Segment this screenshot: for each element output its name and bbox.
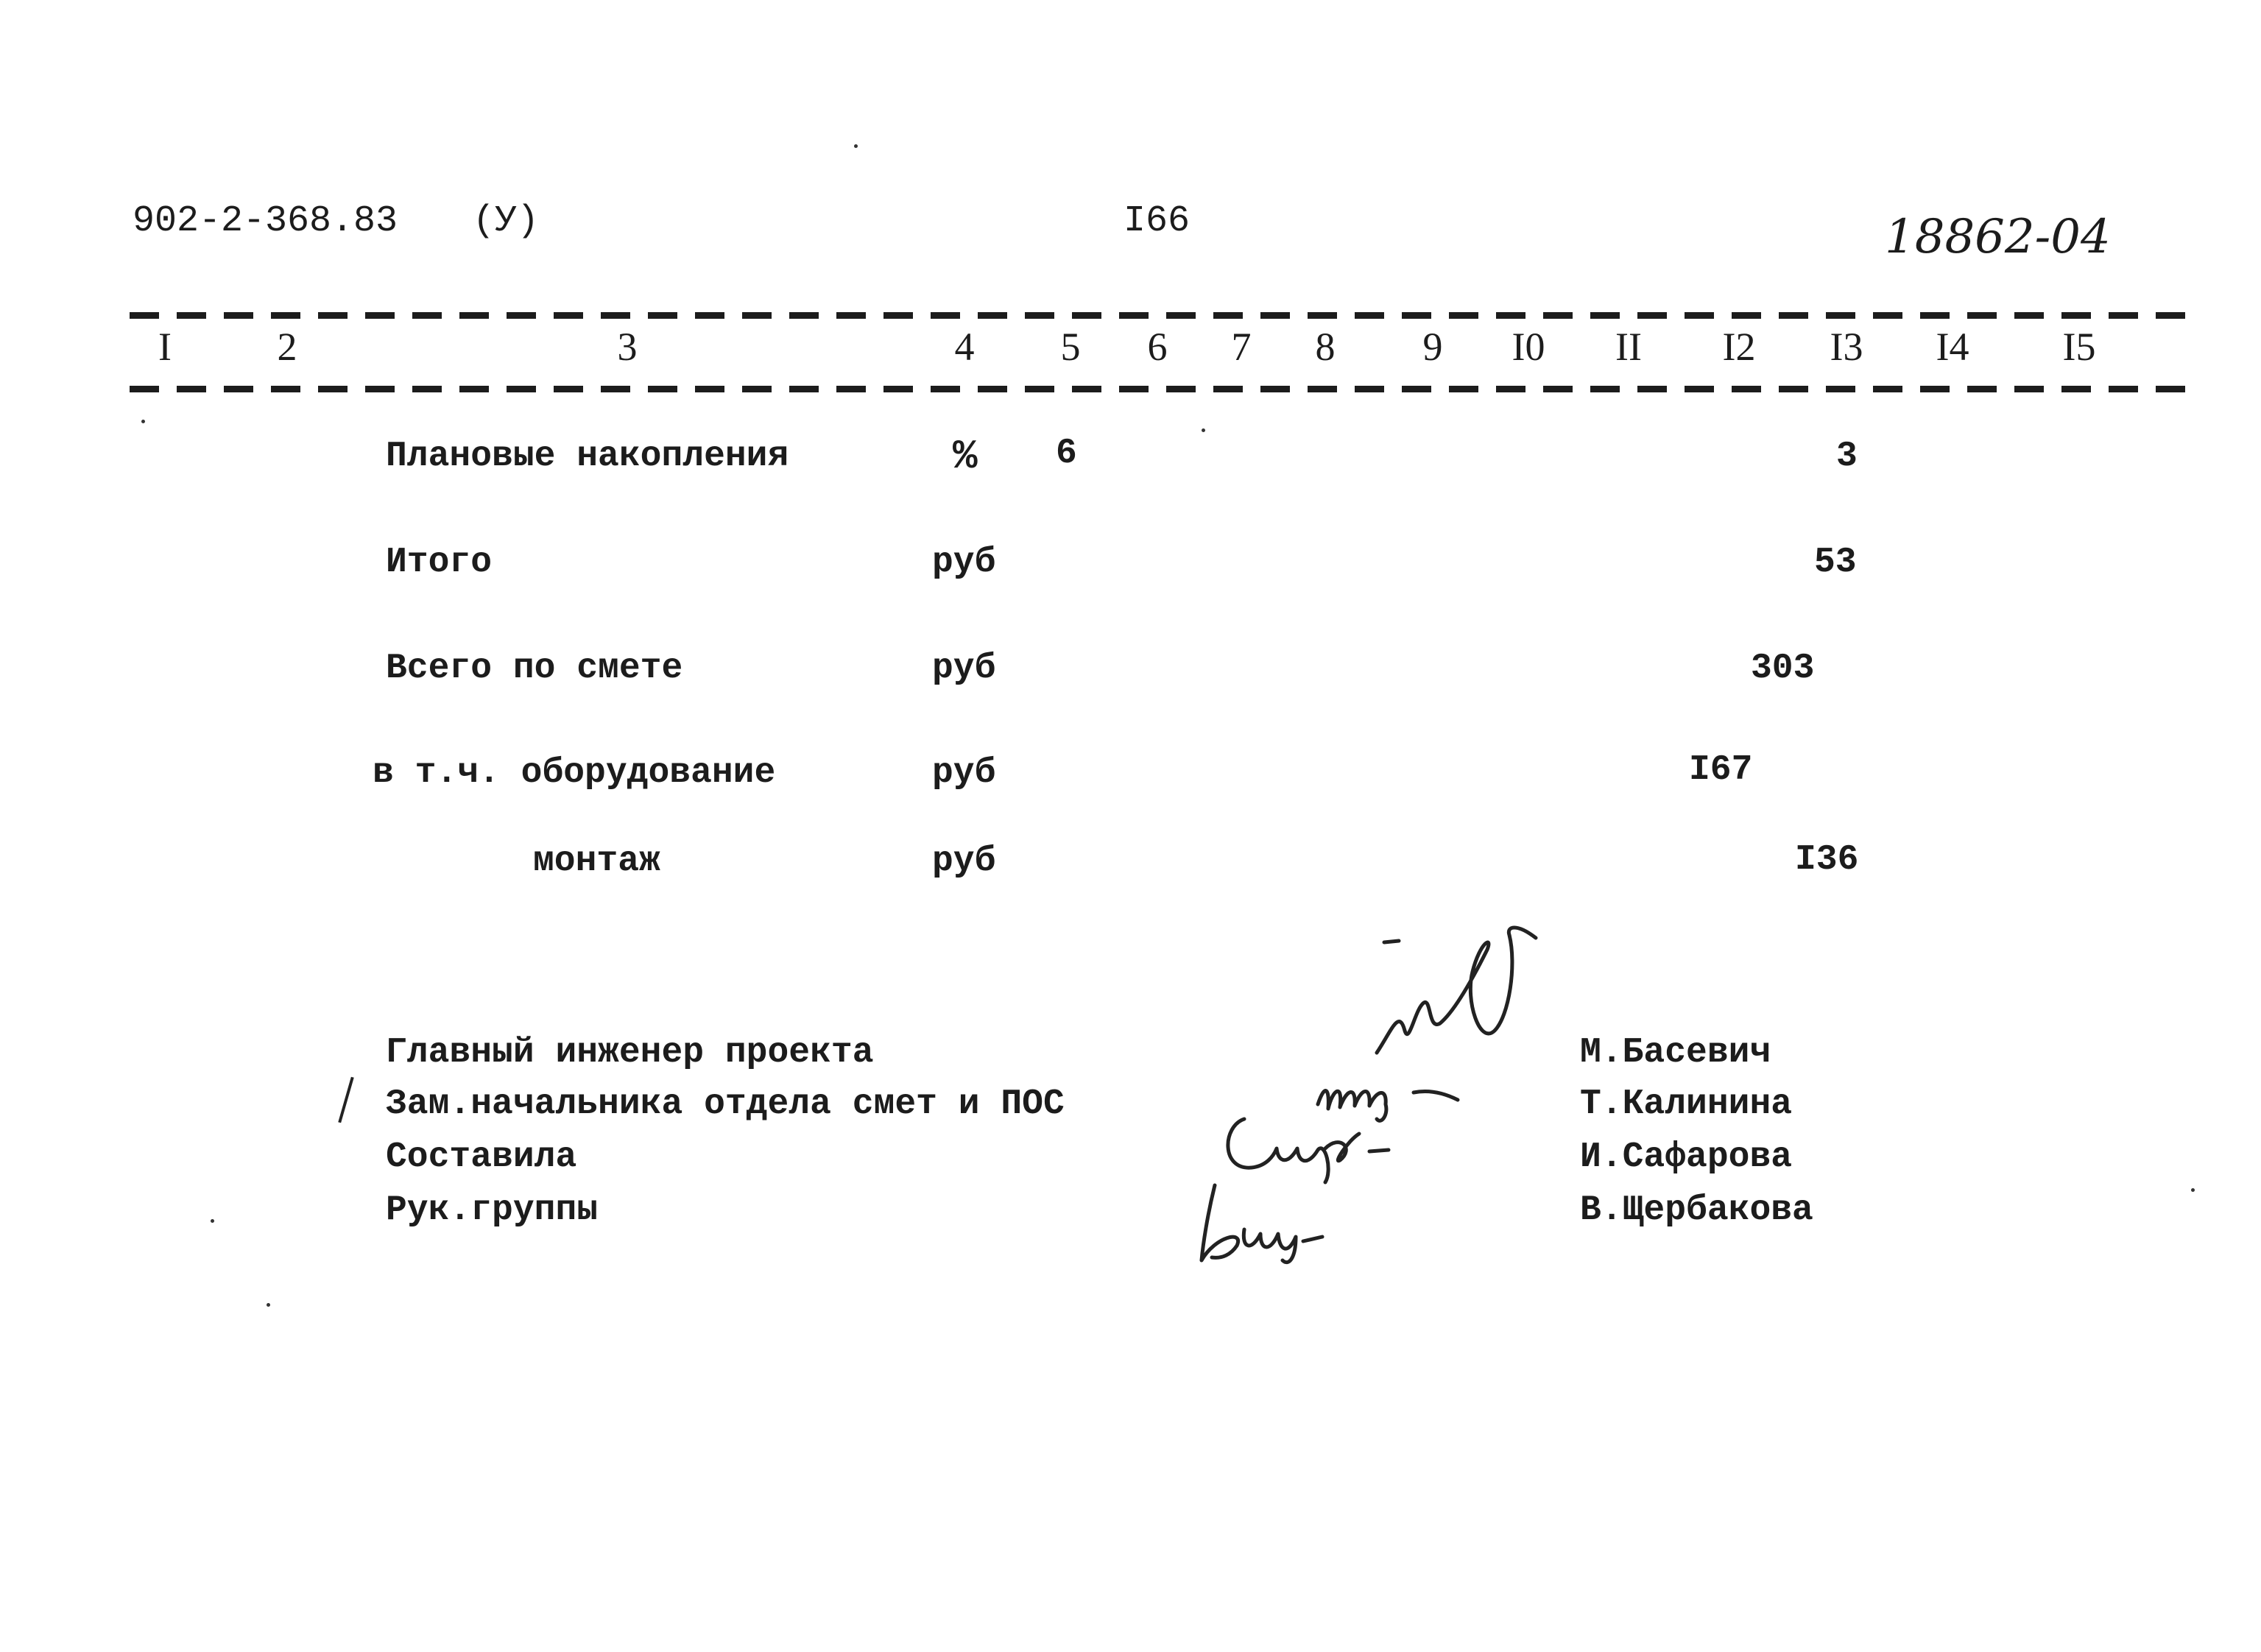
- margin-mark: [338, 1077, 353, 1123]
- document-code: 902-2-368.83: [133, 200, 398, 242]
- scan-speck: [854, 144, 858, 148]
- row-label: Итого: [386, 543, 493, 582]
- row-label: Всего по смете: [386, 649, 683, 688]
- page-number: I66: [1124, 200, 1191, 242]
- row-unit: руб: [932, 649, 996, 688]
- scan-speck: [211, 1219, 214, 1223]
- column-number: II: [1615, 325, 1642, 369]
- table-top-rule: [130, 312, 2188, 319]
- row-unit: руб: [932, 841, 996, 881]
- signature-safarova: [1215, 1097, 1406, 1185]
- signatory-position: Главный инженер проекта: [386, 1033, 874, 1073]
- column-number: 9: [1422, 325, 1443, 369]
- signatory-position: Зам.начальника отдела смет и ПОС: [386, 1084, 1065, 1124]
- scan-speck: [1202, 428, 1205, 432]
- column-number: 8: [1315, 325, 1336, 369]
- row-value: 303: [1751, 649, 1815, 688]
- scan-speck: [141, 420, 145, 423]
- column-number: 6: [1147, 325, 1168, 369]
- row-label: монтаж: [533, 841, 660, 881]
- signatory-name: Т.Калинина: [1580, 1084, 1793, 1124]
- row-label: в т.ч. оборудование: [373, 753, 776, 793]
- column-number: I3: [1830, 325, 1863, 369]
- signature-basevich: [1369, 920, 1546, 1067]
- column-number: I0: [1512, 325, 1545, 369]
- signatory-position: Составила: [386, 1137, 577, 1177]
- column-number: I5: [2062, 325, 2096, 369]
- row-unit: %: [953, 433, 978, 480]
- row-value: I36: [1795, 840, 1859, 880]
- row-unit: руб: [932, 753, 996, 793]
- scan-speck: [267, 1303, 270, 1307]
- column-number: 2: [277, 325, 297, 369]
- table-header-rule: [130, 386, 2188, 392]
- column-number: 5: [1060, 325, 1081, 369]
- signatory-name: И.Сафарова: [1580, 1137, 1793, 1177]
- signature-shcherbakova: [1193, 1178, 1340, 1266]
- column-number: 7: [1231, 325, 1252, 369]
- row-rate: 6: [1056, 434, 1077, 473]
- signatory-position: Рук.группы: [386, 1190, 599, 1230]
- row-value: I67: [1689, 750, 1753, 790]
- signatory-name: М.Басевич: [1580, 1033, 1771, 1073]
- row-unit: руб: [932, 543, 996, 582]
- column-number: 4: [954, 325, 975, 369]
- signatory-name: В.Щербакова: [1580, 1190, 1813, 1230]
- column-number: I: [158, 325, 172, 369]
- row-value: 3: [1836, 437, 1858, 476]
- column-number: I4: [1936, 325, 1969, 369]
- row-label: Плановые накопления: [386, 437, 789, 476]
- inventory-stamp: 18862-04: [1885, 210, 2111, 264]
- scan-speck: [2191, 1188, 2195, 1192]
- column-number: I2: [1722, 325, 1756, 369]
- document-variant: (У): [473, 200, 540, 242]
- column-number: 3: [617, 325, 638, 369]
- row-value: 53: [1814, 543, 1857, 582]
